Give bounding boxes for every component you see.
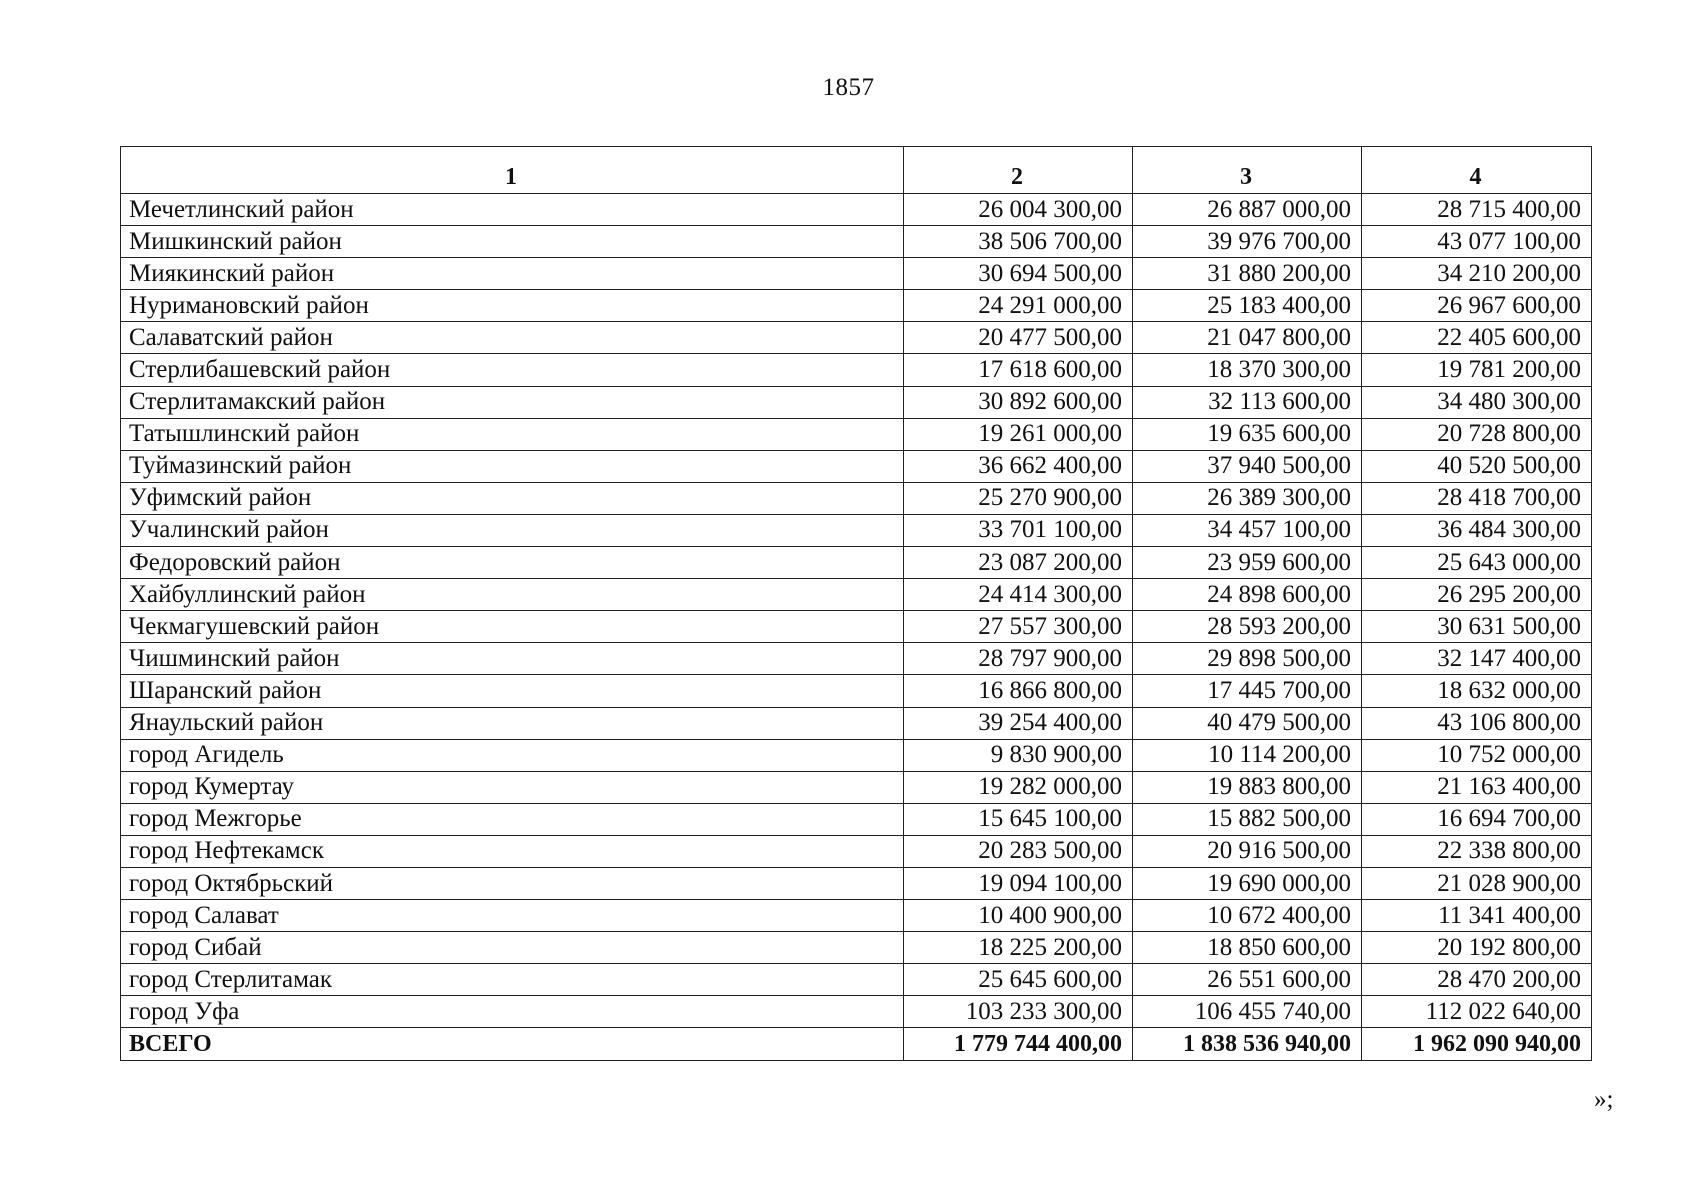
total-region-name-cell: ВСЕГО	[121, 1028, 904, 1060]
total-value-col-3-cell: 1 838 536 940,00	[1133, 1028, 1362, 1060]
header-col-1: 1	[121, 147, 904, 194]
region-name-cell: Чишминский район	[121, 643, 904, 675]
value-col-3-cell: 39 976 700,00	[1133, 226, 1362, 258]
table-row	[121, 803, 1592, 835]
region-name-cell: Салаватский район	[121, 322, 904, 354]
value-col-4-cell: 25 643 000,00	[1362, 547, 1592, 579]
value-col-4-cell: 19 781 200,00	[1362, 354, 1592, 386]
value-col-2-cell: 30 694 500,00	[904, 258, 1133, 290]
region-name-cell: Миякинский район	[121, 258, 904, 290]
table-row	[121, 739, 1592, 771]
value-col-3-cell: 31 880 200,00	[1133, 258, 1362, 290]
value-col-3-cell: 34 457 100,00	[1133, 514, 1362, 546]
value-col-4-cell: 21 163 400,00	[1362, 771, 1592, 803]
region-name-cell: Стерлитамакский район	[121, 386, 904, 418]
table-row	[121, 771, 1592, 803]
value-col-4-cell: 28 715 400,00	[1362, 194, 1592, 226]
value-col-3-cell: 10 672 400,00	[1133, 900, 1362, 932]
header-col-2: 2	[904, 147, 1133, 194]
value-col-2-cell: 16 866 800,00	[904, 675, 1133, 707]
value-col-2-cell: 23 087 200,00	[904, 547, 1133, 579]
value-col-4-cell: 28 418 700,00	[1362, 482, 1592, 514]
value-col-3-cell: 25 183 400,00	[1133, 290, 1362, 322]
table-row	[121, 418, 1592, 450]
table-row	[121, 322, 1592, 354]
value-col-2-cell: 19 261 000,00	[904, 418, 1133, 450]
table-body	[121, 194, 1592, 1061]
value-col-3-cell: 40 479 500,00	[1133, 707, 1362, 739]
value-col-3-cell: 10 114 200,00	[1133, 739, 1362, 771]
value-col-2-cell: 28 797 900,00	[904, 643, 1133, 675]
value-col-2-cell: 24 291 000,00	[904, 290, 1133, 322]
value-col-4-cell: 20 192 800,00	[1362, 932, 1592, 964]
value-col-3-cell: 21 047 800,00	[1133, 322, 1362, 354]
table-row	[121, 900, 1592, 932]
table-row	[121, 675, 1592, 707]
region-name-cell: город Октябрьский	[121, 867, 904, 899]
value-col-3-cell: 20 916 500,00	[1133, 835, 1362, 867]
region-name-cell: Учалинский район	[121, 514, 904, 546]
table-row	[121, 226, 1592, 258]
value-col-4-cell: 34 480 300,00	[1362, 386, 1592, 418]
table-row	[121, 482, 1592, 514]
value-col-4-cell: 36 484 300,00	[1362, 514, 1592, 546]
value-col-4-cell: 43 077 100,00	[1362, 226, 1592, 258]
header-col-4: 4	[1362, 147, 1592, 194]
value-col-3-cell: 23 959 600,00	[1133, 547, 1362, 579]
value-col-2-cell: 20 477 500,00	[904, 322, 1133, 354]
value-col-4-cell: 16 694 700,00	[1362, 803, 1592, 835]
value-col-3-cell: 17 445 700,00	[1133, 675, 1362, 707]
table-header-row	[121, 147, 1592, 194]
value-col-2-cell: 36 662 400,00	[904, 450, 1133, 482]
region-name-cell: Мишкинский район	[121, 226, 904, 258]
header-col-3: 3	[1133, 147, 1362, 194]
region-name-cell: город Сибай	[121, 932, 904, 964]
value-col-3-cell: 19 690 000,00	[1133, 867, 1362, 899]
table-row	[121, 611, 1592, 643]
value-col-3-cell: 18 850 600,00	[1133, 932, 1362, 964]
region-name-cell: Туймазинский район	[121, 450, 904, 482]
value-col-2-cell: 25 270 900,00	[904, 482, 1133, 514]
region-name-cell: Янаульский район	[121, 707, 904, 739]
value-col-2-cell: 10 400 900,00	[904, 900, 1133, 932]
value-col-2-cell: 103 233 300,00	[904, 996, 1133, 1028]
value-col-4-cell: 112 022 640,00	[1362, 996, 1592, 1028]
value-col-2-cell: 9 830 900,00	[904, 739, 1133, 771]
value-col-3-cell: 19 635 600,00	[1133, 418, 1362, 450]
value-col-4-cell: 34 210 200,00	[1362, 258, 1592, 290]
total-value-col-4-cell: 1 962 090 940,00	[1362, 1028, 1592, 1060]
value-col-3-cell: 15 882 500,00	[1133, 803, 1362, 835]
value-col-3-cell: 24 898 600,00	[1133, 579, 1362, 611]
region-name-cell: Мечетлинский район	[121, 194, 904, 226]
region-name-cell: Татышлинский район	[121, 418, 904, 450]
value-col-2-cell: 20 283 500,00	[904, 835, 1133, 867]
region-name-cell: город Уфа	[121, 996, 904, 1028]
table-row	[121, 290, 1592, 322]
budget-table	[120, 146, 1592, 1061]
value-col-4-cell: 26 967 600,00	[1362, 290, 1592, 322]
table-row	[121, 835, 1592, 867]
value-col-4-cell: 20 728 800,00	[1362, 418, 1592, 450]
value-col-3-cell: 32 113 600,00	[1133, 386, 1362, 418]
total-row	[121, 1028, 1592, 1060]
table-row	[121, 386, 1592, 418]
value-col-2-cell: 18 225 200,00	[904, 932, 1133, 964]
total-value-col-2-cell: 1 779 744 400,00	[904, 1028, 1133, 1060]
region-name-cell: Шаранский район	[121, 675, 904, 707]
value-col-2-cell: 33 701 100,00	[904, 514, 1133, 546]
table-row	[121, 354, 1592, 386]
value-col-2-cell: 24 414 300,00	[904, 579, 1133, 611]
region-name-cell: Хайбуллинский район	[121, 579, 904, 611]
value-col-3-cell: 26 551 600,00	[1133, 964, 1362, 996]
closing-quote-mark: »;	[1594, 1086, 1614, 1113]
region-name-cell: город Стерлитамак	[121, 964, 904, 996]
value-col-3-cell: 28 593 200,00	[1133, 611, 1362, 643]
value-col-4-cell: 40 520 500,00	[1362, 450, 1592, 482]
region-name-cell: Чекмагушевский район	[121, 611, 904, 643]
value-col-2-cell: 39 254 400,00	[904, 707, 1133, 739]
value-col-3-cell: 106 455 740,00	[1133, 996, 1362, 1028]
value-col-2-cell: 38 506 700,00	[904, 226, 1133, 258]
table-row	[121, 547, 1592, 579]
value-col-4-cell: 10 752 000,00	[1362, 739, 1592, 771]
table-row	[121, 643, 1592, 675]
value-col-3-cell: 18 370 300,00	[1133, 354, 1362, 386]
region-name-cell: город Агидель	[121, 739, 904, 771]
value-col-4-cell: 21 028 900,00	[1362, 867, 1592, 899]
value-col-4-cell: 30 631 500,00	[1362, 611, 1592, 643]
region-name-cell: Нуримановский район	[121, 290, 904, 322]
value-col-4-cell: 11 341 400,00	[1362, 900, 1592, 932]
value-col-2-cell: 19 282 000,00	[904, 771, 1133, 803]
value-col-4-cell: 22 405 600,00	[1362, 322, 1592, 354]
value-col-4-cell: 18 632 000,00	[1362, 675, 1592, 707]
value-col-2-cell: 15 645 100,00	[904, 803, 1133, 835]
value-col-3-cell: 26 887 000,00	[1133, 194, 1362, 226]
table-row	[121, 707, 1592, 739]
table-row	[121, 964, 1592, 996]
table-row	[121, 450, 1592, 482]
value-col-2-cell: 30 892 600,00	[904, 386, 1133, 418]
table-row	[121, 996, 1592, 1028]
table-row	[121, 258, 1592, 290]
region-name-cell: город Нефтекамск	[121, 835, 904, 867]
region-name-cell: город Кумертау	[121, 771, 904, 803]
value-col-2-cell: 25 645 600,00	[904, 964, 1133, 996]
value-col-4-cell: 32 147 400,00	[1362, 643, 1592, 675]
table-row	[121, 514, 1592, 546]
region-name-cell: город Салават	[121, 900, 904, 932]
value-col-3-cell: 37 940 500,00	[1133, 450, 1362, 482]
page-number: 1857	[822, 74, 875, 101]
region-name-cell: город Межгорье	[121, 803, 904, 835]
value-col-3-cell: 26 389 300,00	[1133, 482, 1362, 514]
table-row	[121, 932, 1592, 964]
value-col-2-cell: 19 094 100,00	[904, 867, 1133, 899]
region-name-cell: Уфимский район	[121, 482, 904, 514]
table-row	[121, 867, 1592, 899]
value-col-2-cell: 17 618 600,00	[904, 354, 1133, 386]
table-row	[121, 579, 1592, 611]
value-col-4-cell: 26 295 200,00	[1362, 579, 1592, 611]
region-name-cell: Стерлибашевский район	[121, 354, 904, 386]
value-col-3-cell: 29 898 500,00	[1133, 643, 1362, 675]
value-col-2-cell: 27 557 300,00	[904, 611, 1133, 643]
value-col-4-cell: 22 338 800,00	[1362, 835, 1592, 867]
value-col-3-cell: 19 883 800,00	[1133, 771, 1362, 803]
table-row	[121, 194, 1592, 226]
region-name-cell: Федоровский район	[121, 547, 904, 579]
value-col-4-cell: 43 106 800,00	[1362, 707, 1592, 739]
value-col-2-cell: 26 004 300,00	[904, 194, 1133, 226]
value-col-4-cell: 28 470 200,00	[1362, 964, 1592, 996]
